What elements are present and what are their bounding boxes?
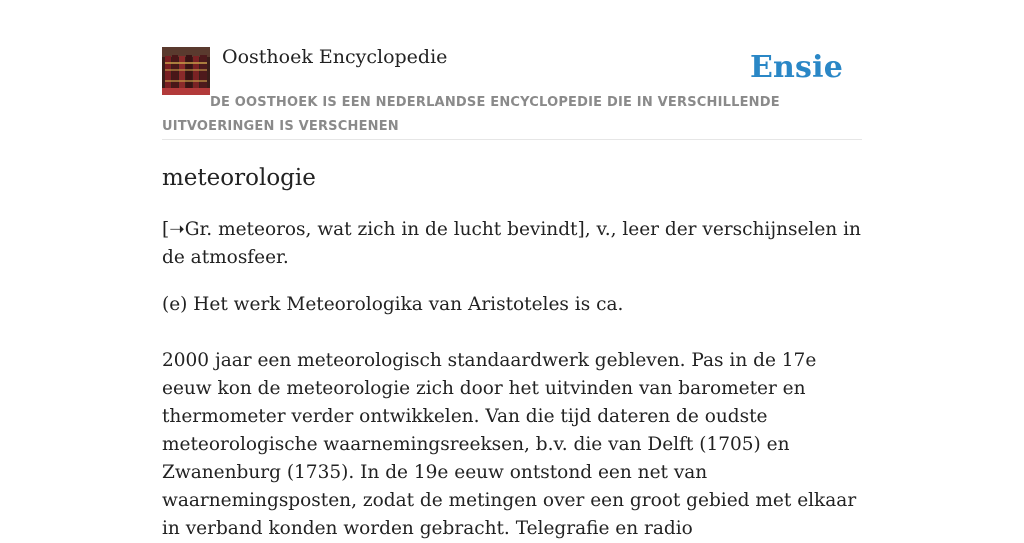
entry-note: (e) Het werk Meteorologika van Aristoteles is ca. [162,294,624,315]
entry-definition: [➝Gr. meteoros, wat zich in de lucht bevindt], v., leer der verschijnselen in de atmosfeer. [162,219,861,268]
site-avatar[interactable] [162,47,210,95]
site-title[interactable]: Oosthoek Encyclopedie [222,46,448,68]
brand-logo[interactable]: Ensie [749,50,843,85]
site-tagline: DE OOSTHOEK IS EEN NEDERLANDSE ENCYCLOPEDIE DIE IN VERSCHILLENDE UITVOERINGEN IS VERSCHENEN [162,95,780,134]
entry-title: meteorologie [162,165,316,191]
entry-body: 2000 jaar een meteorologisch standaardwerk gebleven. Pas in de 17e eeuw kon de meteorologie zich door het uitvinden van barometer en thermometer verder ontwikkelen. Van die tijd dateren de oudste meteorologische waarnemingsreeksen, b.v. die van Delft (1705) en Zwanenburg (1735). In de 19e eeuw ontstond een net van waarnemingsposten, zodat de metingen over een groot gebied met elkaar in verband konden worden gebracht. Telegrafie en radio [162,350,857,539]
entry-content [162,160,864,543]
encyclopedia-books-icon [162,47,210,95]
site-header [162,40,862,140]
